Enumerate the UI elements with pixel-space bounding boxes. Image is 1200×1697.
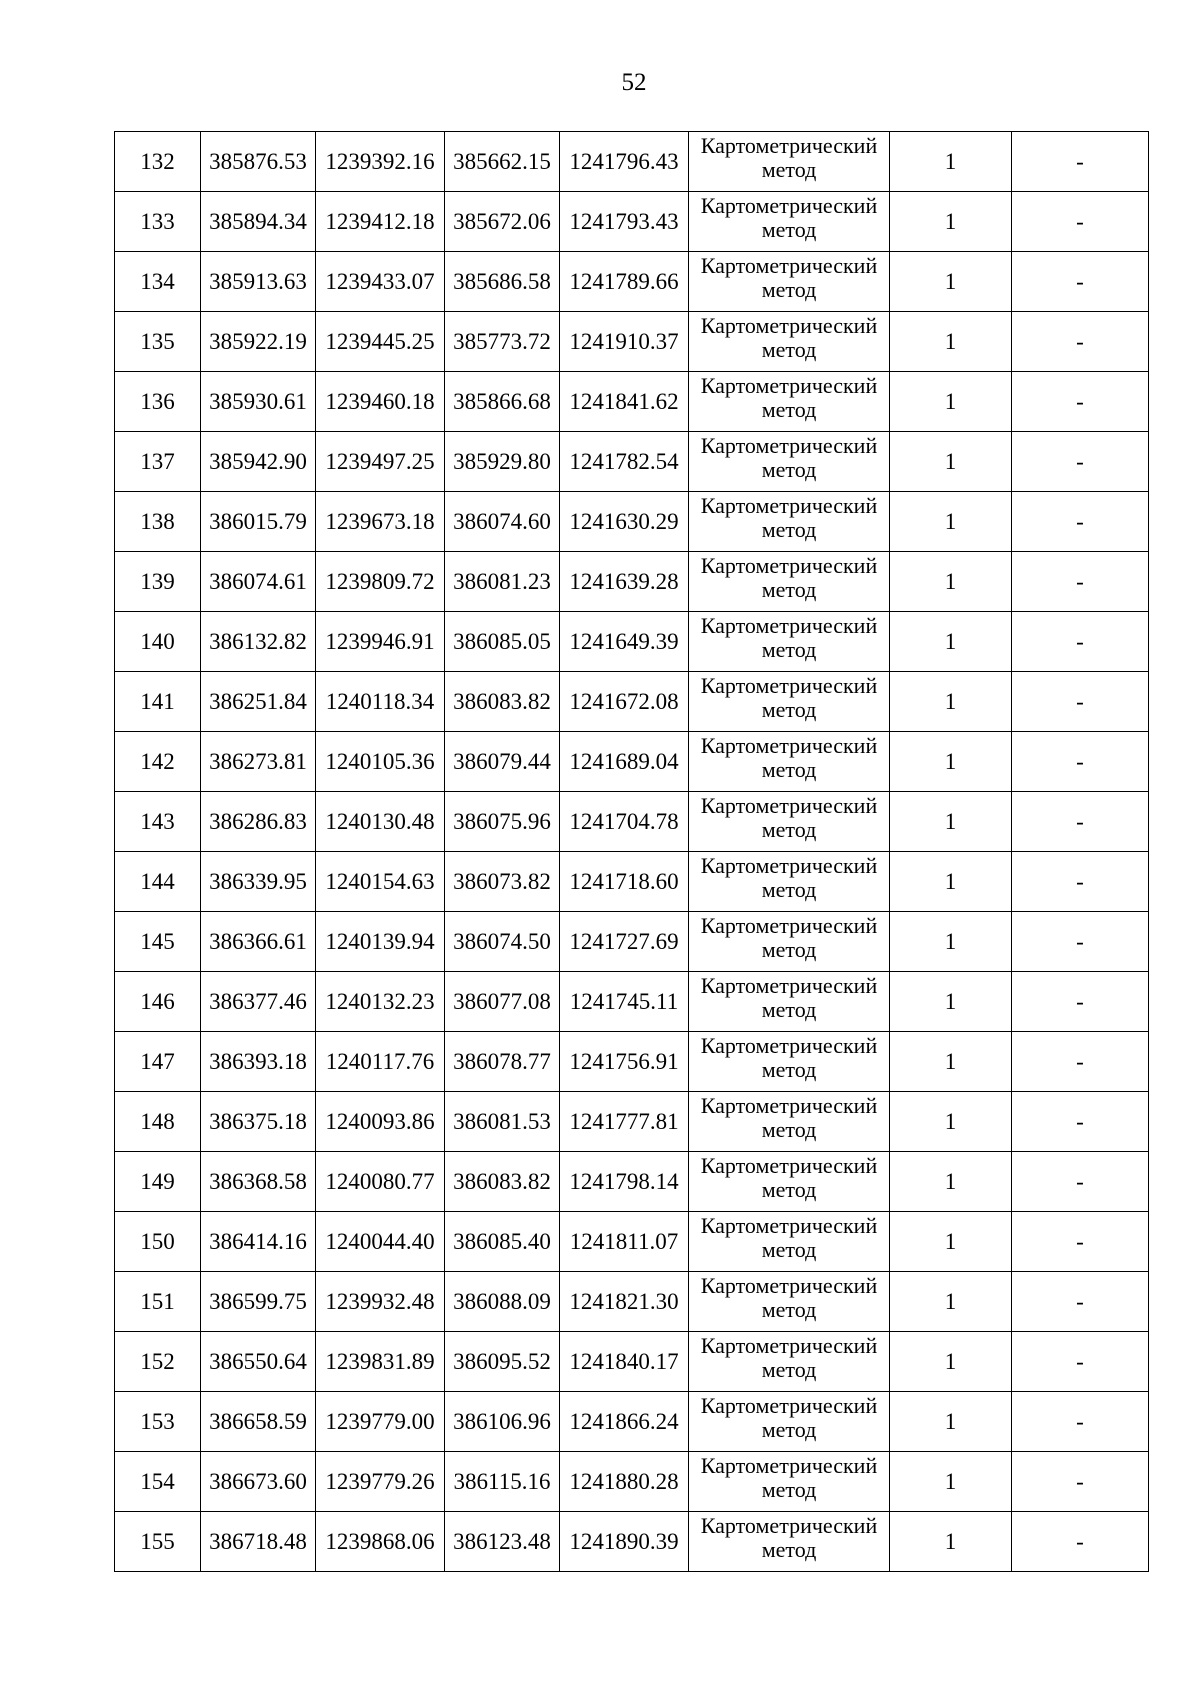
table-row — [115, 1212, 1149, 1272]
y-coordinate-2-cell: 1241718.60 — [560, 852, 689, 912]
method-line-1: Картометрический — [700, 1453, 878, 1478]
x-coordinate-cell: 385942.90 — [201, 432, 316, 492]
method-line-2: метод — [761, 457, 817, 482]
method-line-2: метод — [761, 1357, 817, 1382]
point-number-cell: 138 — [115, 492, 201, 552]
table-row — [115, 1032, 1149, 1092]
y-coordinate-2-cell: 1241789.66 — [560, 252, 689, 312]
accuracy-cell: 1 — [890, 252, 1012, 312]
method-line-2: метод — [761, 757, 817, 782]
x-coordinate-2-cell: 385672.06 — [445, 192, 560, 252]
method-line-1: Картометрический — [700, 433, 878, 458]
note-cell: - — [1012, 432, 1149, 492]
point-number-cell: 133 — [115, 192, 201, 252]
x-coordinate-cell: 385876.53 — [201, 132, 316, 192]
note-cell: - — [1012, 1032, 1149, 1092]
note-cell: - — [1012, 912, 1149, 972]
method-cell — [689, 252, 890, 312]
method-line-2: метод — [761, 337, 817, 362]
method-line-1: Картометрический — [700, 1213, 878, 1238]
method-line-2: метод — [761, 817, 817, 842]
method-line-2: метод — [761, 997, 817, 1022]
point-number-cell: 152 — [115, 1332, 201, 1392]
point-number-cell: 140 — [115, 612, 201, 672]
method-cell — [689, 852, 890, 912]
y-coordinate-2-cell: 1241811.07 — [560, 1212, 689, 1272]
x-coordinate-2-cell: 386074.60 — [445, 492, 560, 552]
y-coordinate-cell: 1239779.26 — [316, 1452, 445, 1512]
y-coordinate-cell: 1240118.34 — [316, 672, 445, 732]
point-number-cell: 147 — [115, 1032, 201, 1092]
method-line-1: Картометрический — [700, 1093, 878, 1118]
point-number-cell: 135 — [115, 312, 201, 372]
table-row — [115, 972, 1149, 1032]
method-line-1: Картометрический — [700, 313, 878, 338]
method-cell — [689, 1212, 890, 1272]
page-number: 52 — [621, 69, 647, 96]
method-cell — [689, 492, 890, 552]
x-coordinate-cell: 386273.81 — [201, 732, 316, 792]
y-coordinate-2-cell: 1241630.29 — [560, 492, 689, 552]
y-coordinate-cell: 1239932.48 — [316, 1272, 445, 1332]
table-row — [115, 1392, 1149, 1452]
method-line-1: Картометрический — [700, 193, 878, 218]
method-cell — [689, 1092, 890, 1152]
x-coordinate-2-cell: 386088.09 — [445, 1272, 560, 1332]
y-coordinate-cell: 1240130.48 — [316, 792, 445, 852]
method-line-2: метод — [761, 277, 817, 302]
x-coordinate-2-cell: 386123.48 — [445, 1512, 560, 1572]
table-row — [115, 852, 1149, 912]
y-coordinate-2-cell: 1241910.37 — [560, 312, 689, 372]
note-cell: - — [1012, 732, 1149, 792]
note-cell: - — [1012, 192, 1149, 252]
x-coordinate-2-cell: 386085.05 — [445, 612, 560, 672]
y-coordinate-2-cell: 1241796.43 — [560, 132, 689, 192]
note-cell: - — [1012, 1392, 1149, 1452]
table-row — [115, 912, 1149, 972]
x-coordinate-cell: 385922.19 — [201, 312, 316, 372]
note-cell: - — [1012, 1092, 1149, 1152]
point-number-cell: 142 — [115, 732, 201, 792]
y-coordinate-cell: 1239809.72 — [316, 552, 445, 612]
method-line-1: Картометрический — [700, 973, 878, 998]
method-line-2: метод — [761, 1117, 817, 1142]
y-coordinate-2-cell: 1241798.14 — [560, 1152, 689, 1212]
method-cell — [689, 672, 890, 732]
accuracy-cell: 1 — [890, 372, 1012, 432]
method-line-1: Картометрический — [700, 1273, 878, 1298]
x-coordinate-cell: 386599.75 — [201, 1272, 316, 1332]
method-line-1: Картометрический — [700, 553, 878, 578]
point-number-cell: 153 — [115, 1392, 201, 1452]
table-row — [115, 1092, 1149, 1152]
method-cell — [689, 132, 890, 192]
note-cell: - — [1012, 1212, 1149, 1272]
note-cell: - — [1012, 672, 1149, 732]
y-coordinate-cell: 1240105.36 — [316, 732, 445, 792]
accuracy-cell: 1 — [890, 852, 1012, 912]
y-coordinate-2-cell: 1241880.28 — [560, 1452, 689, 1512]
y-coordinate-cell: 1240080.77 — [316, 1152, 445, 1212]
method-cell — [689, 432, 890, 492]
y-coordinate-cell: 1240139.94 — [316, 912, 445, 972]
y-coordinate-cell: 1239392.16 — [316, 132, 445, 192]
method-line-1: Картометрический — [700, 853, 878, 878]
accuracy-cell: 1 — [890, 492, 1012, 552]
table-row — [115, 432, 1149, 492]
note-cell: - — [1012, 792, 1149, 852]
y-coordinate-cell: 1239673.18 — [316, 492, 445, 552]
point-number-cell: 145 — [115, 912, 201, 972]
method-line-1: Картометрический — [700, 733, 878, 758]
x-coordinate-cell: 386550.64 — [201, 1332, 316, 1392]
table-row — [115, 1512, 1149, 1572]
table-row — [115, 732, 1149, 792]
method-line-1: Картометрический — [700, 253, 878, 278]
y-coordinate-cell: 1239433.07 — [316, 252, 445, 312]
y-coordinate-2-cell: 1241727.69 — [560, 912, 689, 972]
coordinates-table — [114, 131, 1149, 1572]
note-cell: - — [1012, 972, 1149, 1032]
point-number-cell: 151 — [115, 1272, 201, 1332]
method-cell — [689, 1452, 890, 1512]
note-cell: - — [1012, 612, 1149, 672]
method-line-1: Картометрический — [700, 1513, 878, 1538]
x-coordinate-cell: 386375.18 — [201, 1092, 316, 1152]
method-line-2: метод — [761, 637, 817, 662]
table-row — [115, 252, 1149, 312]
x-coordinate-2-cell: 386073.82 — [445, 852, 560, 912]
table-row — [115, 372, 1149, 432]
method-cell — [689, 1032, 890, 1092]
x-coordinate-2-cell: 386083.82 — [445, 1152, 560, 1212]
note-cell: - — [1012, 1332, 1149, 1392]
method-line-2: метод — [761, 397, 817, 422]
note-cell: - — [1012, 852, 1149, 912]
note-cell: - — [1012, 1452, 1149, 1512]
accuracy-cell: 1 — [890, 312, 1012, 372]
accuracy-cell: 1 — [890, 1032, 1012, 1092]
point-number-cell: 149 — [115, 1152, 201, 1212]
note-cell: - — [1012, 252, 1149, 312]
accuracy-cell: 1 — [890, 1392, 1012, 1452]
x-coordinate-2-cell: 385686.58 — [445, 252, 560, 312]
method-cell — [689, 1272, 890, 1332]
method-cell — [689, 1392, 890, 1452]
y-coordinate-cell: 1239445.25 — [316, 312, 445, 372]
accuracy-cell: 1 — [890, 1092, 1012, 1152]
point-number-cell: 136 — [115, 372, 201, 432]
method-line-1: Картометрический — [700, 493, 878, 518]
accuracy-cell: 1 — [890, 612, 1012, 672]
y-coordinate-cell: 1239412.18 — [316, 192, 445, 252]
y-coordinate-2-cell: 1241866.24 — [560, 1392, 689, 1452]
y-coordinate-2-cell: 1241756.91 — [560, 1032, 689, 1092]
point-number-cell: 132 — [115, 132, 201, 192]
table-row — [115, 192, 1149, 252]
accuracy-cell: 1 — [890, 1152, 1012, 1212]
y-coordinate-cell: 1240132.23 — [316, 972, 445, 1032]
y-coordinate-cell: 1239779.00 — [316, 1392, 445, 1452]
x-coordinate-cell: 386132.82 — [201, 612, 316, 672]
accuracy-cell: 1 — [890, 1512, 1012, 1572]
method-line-2: метод — [761, 1177, 817, 1202]
accuracy-cell: 1 — [890, 432, 1012, 492]
x-coordinate-2-cell: 386078.77 — [445, 1032, 560, 1092]
method-line-1: Картометрический — [700, 133, 878, 158]
x-coordinate-cell: 386393.18 — [201, 1032, 316, 1092]
y-coordinate-cell: 1240154.63 — [316, 852, 445, 912]
method-line-1: Картометрический — [700, 913, 878, 938]
x-coordinate-cell: 386339.95 — [201, 852, 316, 912]
method-cell — [689, 1152, 890, 1212]
x-coordinate-2-cell: 385662.15 — [445, 132, 560, 192]
table-row — [115, 1452, 1149, 1512]
x-coordinate-cell: 385894.34 — [201, 192, 316, 252]
method-line-1: Картометрический — [700, 1153, 878, 1178]
method-cell — [689, 612, 890, 672]
point-number-cell: 143 — [115, 792, 201, 852]
x-coordinate-cell: 386366.61 — [201, 912, 316, 972]
accuracy-cell: 1 — [890, 1272, 1012, 1332]
y-coordinate-2-cell: 1241841.62 — [560, 372, 689, 432]
x-coordinate-2-cell: 386077.08 — [445, 972, 560, 1032]
x-coordinate-2-cell: 385929.80 — [445, 432, 560, 492]
note-cell: - — [1012, 552, 1149, 612]
y-coordinate-2-cell: 1241793.43 — [560, 192, 689, 252]
x-coordinate-2-cell: 386074.50 — [445, 912, 560, 972]
y-coordinate-2-cell: 1241639.28 — [560, 552, 689, 612]
x-coordinate-cell: 385930.61 — [201, 372, 316, 432]
x-coordinate-2-cell: 386115.16 — [445, 1452, 560, 1512]
point-number-cell: 139 — [115, 552, 201, 612]
y-coordinate-2-cell: 1241821.30 — [560, 1272, 689, 1332]
method-line-2: метод — [761, 1237, 817, 1262]
note-cell: - — [1012, 492, 1149, 552]
point-number-cell: 141 — [115, 672, 201, 732]
point-number-cell: 155 — [115, 1512, 201, 1572]
table-row — [115, 792, 1149, 852]
point-number-cell: 146 — [115, 972, 201, 1032]
y-coordinate-2-cell: 1241777.81 — [560, 1092, 689, 1152]
y-coordinate-cell: 1240093.86 — [316, 1092, 445, 1152]
point-number-cell: 137 — [115, 432, 201, 492]
method-cell — [689, 1512, 890, 1572]
x-coordinate-cell: 385913.63 — [201, 252, 316, 312]
x-coordinate-2-cell: 386081.23 — [445, 552, 560, 612]
x-coordinate-cell: 386015.79 — [201, 492, 316, 552]
table-row — [115, 672, 1149, 732]
accuracy-cell: 1 — [890, 1332, 1012, 1392]
x-coordinate-cell: 386251.84 — [201, 672, 316, 732]
note-cell: - — [1012, 132, 1149, 192]
x-coordinate-cell: 386368.58 — [201, 1152, 316, 1212]
point-number-cell: 150 — [115, 1212, 201, 1272]
table-row — [115, 312, 1149, 372]
x-coordinate-2-cell: 386106.96 — [445, 1392, 560, 1452]
accuracy-cell: 1 — [890, 552, 1012, 612]
x-coordinate-2-cell: 386085.40 — [445, 1212, 560, 1272]
accuracy-cell: 1 — [890, 1452, 1012, 1512]
y-coordinate-2-cell: 1241782.54 — [560, 432, 689, 492]
y-coordinate-cell: 1239868.06 — [316, 1512, 445, 1572]
method-cell — [689, 1332, 890, 1392]
method-line-2: метод — [761, 577, 817, 602]
method-line-2: метод — [761, 1537, 817, 1562]
x-coordinate-cell: 386658.59 — [201, 1392, 316, 1452]
y-coordinate-cell: 1239460.18 — [316, 372, 445, 432]
x-coordinate-2-cell: 386081.53 — [445, 1092, 560, 1152]
accuracy-cell: 1 — [890, 912, 1012, 972]
table-row — [115, 492, 1149, 552]
y-coordinate-2-cell: 1241704.78 — [560, 792, 689, 852]
y-coordinate-cell: 1240117.76 — [316, 1032, 445, 1092]
accuracy-cell: 1 — [890, 792, 1012, 852]
accuracy-cell: 1 — [890, 972, 1012, 1032]
x-coordinate-cell: 386377.46 — [201, 972, 316, 1032]
point-number-cell: 154 — [115, 1452, 201, 1512]
method-line-2: метод — [761, 937, 817, 962]
method-line-2: метод — [761, 1057, 817, 1082]
y-coordinate-2-cell: 1241745.11 — [560, 972, 689, 1032]
method-line-2: метод — [761, 1297, 817, 1322]
table-row — [115, 132, 1149, 192]
method-cell — [689, 732, 890, 792]
table-row — [115, 1332, 1149, 1392]
x-coordinate-2-cell: 386083.82 — [445, 672, 560, 732]
method-line-1: Картометрический — [700, 673, 878, 698]
y-coordinate-2-cell: 1241672.08 — [560, 672, 689, 732]
accuracy-cell: 1 — [890, 732, 1012, 792]
note-cell: - — [1012, 1272, 1149, 1332]
accuracy-cell: 1 — [890, 192, 1012, 252]
y-coordinate-2-cell: 1241689.04 — [560, 732, 689, 792]
accuracy-cell: 1 — [890, 132, 1012, 192]
y-coordinate-cell: 1239831.89 — [316, 1332, 445, 1392]
method-cell — [689, 552, 890, 612]
table-row — [115, 1152, 1149, 1212]
note-cell: - — [1012, 312, 1149, 372]
x-coordinate-2-cell: 385773.72 — [445, 312, 560, 372]
method-line-2: метод — [761, 697, 817, 722]
table-row — [115, 1272, 1149, 1332]
x-coordinate-cell: 386286.83 — [201, 792, 316, 852]
method-cell — [689, 312, 890, 372]
method-line-2: метод — [761, 517, 817, 542]
y-coordinate-cell: 1239497.25 — [316, 432, 445, 492]
method-cell — [689, 972, 890, 1032]
method-line-2: метод — [761, 217, 817, 242]
method-cell — [689, 192, 890, 252]
point-number-cell: 148 — [115, 1092, 201, 1152]
note-cell: - — [1012, 1512, 1149, 1572]
method-line-2: метод — [761, 1417, 817, 1442]
method-line-1: Картометрический — [700, 613, 878, 638]
x-coordinate-cell: 386718.48 — [201, 1512, 316, 1572]
method-line-2: метод — [761, 1477, 817, 1502]
table-row — [115, 552, 1149, 612]
table-body — [115, 132, 1149, 1572]
x-coordinate-cell: 386074.61 — [201, 552, 316, 612]
method-line-1: Картометрический — [700, 793, 878, 818]
y-coordinate-cell: 1239946.91 — [316, 612, 445, 672]
method-line-1: Картометрический — [700, 1333, 878, 1358]
y-coordinate-cell: 1240044.40 — [316, 1212, 445, 1272]
method-cell — [689, 792, 890, 852]
method-line-2: метод — [761, 157, 817, 182]
x-coordinate-cell: 386673.60 — [201, 1452, 316, 1512]
method-cell — [689, 912, 890, 972]
note-cell: - — [1012, 372, 1149, 432]
y-coordinate-2-cell: 1241840.17 — [560, 1332, 689, 1392]
y-coordinate-2-cell: 1241890.39 — [560, 1512, 689, 1572]
note-cell: - — [1012, 1152, 1149, 1212]
table-row — [115, 612, 1149, 672]
point-number-cell: 144 — [115, 852, 201, 912]
y-coordinate-2-cell: 1241649.39 — [560, 612, 689, 672]
point-number-cell: 134 — [115, 252, 201, 312]
x-coordinate-2-cell: 385866.68 — [445, 372, 560, 432]
method-line-1: Картометрический — [700, 1393, 878, 1418]
x-coordinate-cell: 386414.16 — [201, 1212, 316, 1272]
x-coordinate-2-cell: 386075.96 — [445, 792, 560, 852]
x-coordinate-2-cell: 386079.44 — [445, 732, 560, 792]
method-line-2: метод — [761, 877, 817, 902]
accuracy-cell: 1 — [890, 1212, 1012, 1272]
method-line-1: Картометрический — [700, 373, 878, 398]
accuracy-cell: 1 — [890, 672, 1012, 732]
method-cell — [689, 372, 890, 432]
method-line-1: Картометрический — [700, 1033, 878, 1058]
x-coordinate-2-cell: 386095.52 — [445, 1332, 560, 1392]
